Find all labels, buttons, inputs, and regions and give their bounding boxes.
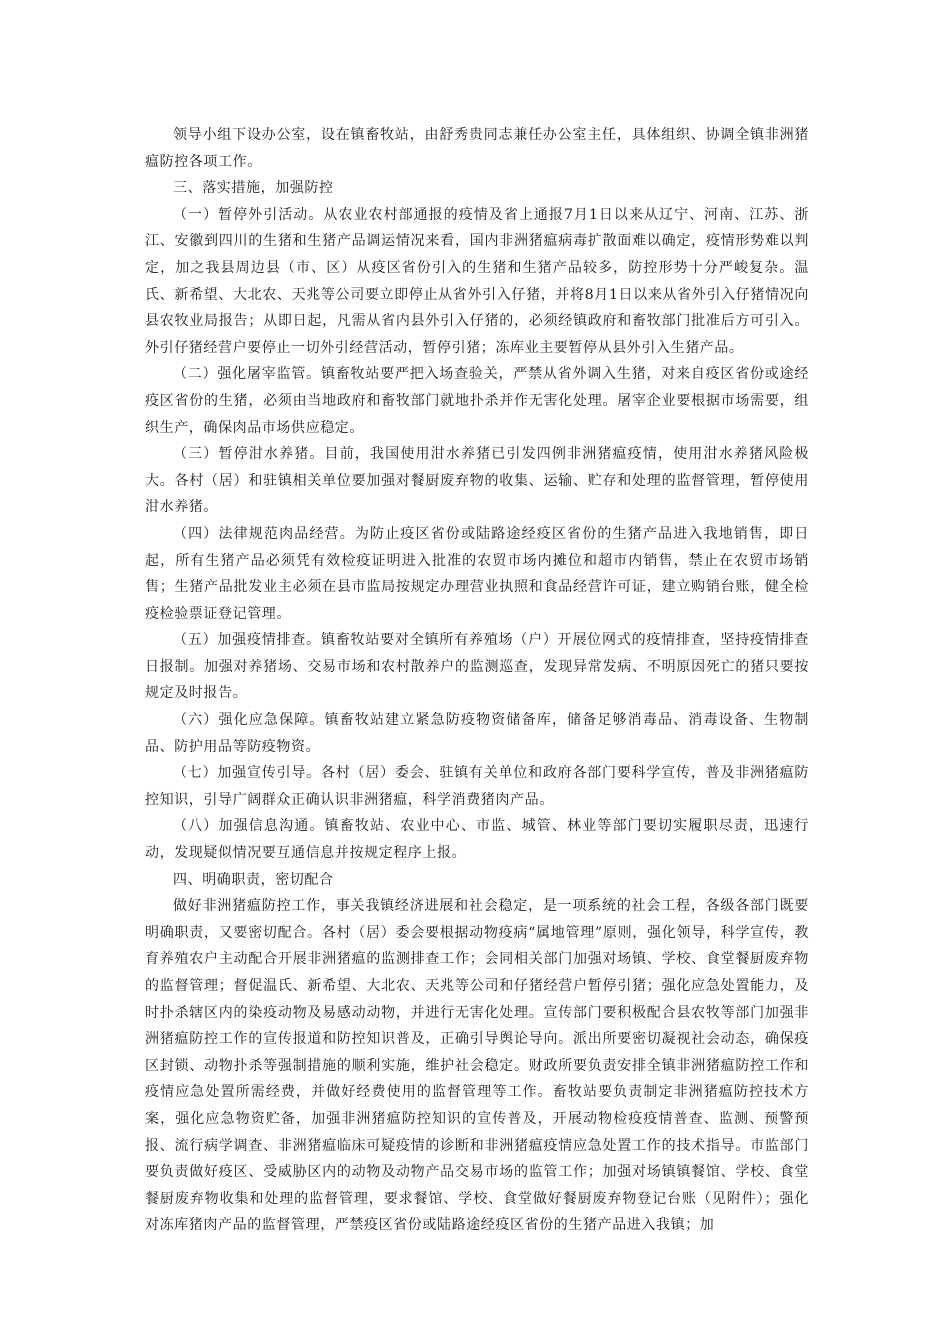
paragraph-item-8: （八）加强信息沟通。镇畜牧站、农业中心、市监、城管、林业等部门要切实履职尽责，迅速行动，发现疑似情况要互通信息并按规定程序上报。 <box>145 818 809 862</box>
paragraph-item-1: （一）暂停外引活动。从农业农村部通报的疫情及省上通报7月1日以来从辽宁、河南、江苏、浙江、安徽到四川的生猪和生猪产品调运情况来看，国内非洲猪瘟病毒扩散面难以确定，疫情形势难以判定，加之我县周边县（市、区）从疫区省份引入的生猪和生猪产品较多，防控形势十分严峻复杂。温氏、新希望、大北农、天兆等公司要立即停止从省外引入仔猪，并将8月1日以来从省外引入仔猪情况向县农牧业局报告；从即日起，凡需从省内县外引入仔猪的，必须经镇政府和畜牧部门批准后方可引入。外引仔猪经营户要停止一切外引经营活动，暂停引猪；冻库业主要暂停从县外引入生猪产品。 <box>145 206 809 356</box>
paragraph-item-7: （七）加强宣传引导。各村（居）委会、驻镇有关单位和政府各部门要科学宣传，普及非洲猪瘟防控知识，引导广阔群众正确认识非洲猪瘟，科学消费猪肉产品。 <box>145 765 809 808</box>
paragraph-item-6: （六）强化应急保障。镇畜牧站建立紧急防疫物资储备库，储备足够消毒品、消毒设备、生物制品、防护用品等防疫物资。 <box>145 712 809 755</box>
paragraph-item-4: （四）法律规范肉品经营。为防止疫区省份或陆路途经疫区省份的生猪产品进入我地销售，即日起，所有生猪产品必须凭有效检疫证明进入批准的农贸市场内摊位和超市内销售，禁止在农贸市场销售；生猪产品批发业主必须在县市监局按规定办理营业执照和食品经营许可证，建立购销台账，健全检疫检验票证登记管理。 <box>145 525 809 622</box>
paragraph-item-5: （五）加强疫情排查。镇畜牧站要对全镇所有养殖场（户）开展位网式的疫情排查，坚持疫情排查日报制。加强对养猪场、交易市场和农村散养户的监测巡查，发现异常发病、不明原因死亡的猪只要按规定及时报告。 <box>145 632 809 702</box>
section-heading-measures: 三、落实措施，加强防控 <box>173 180 334 197</box>
paragraph-item-3: （三）暂停泔水养猪。目前，我国使用泔水养猪已引发四例非洲猪瘟疫情，使用泔水养猪风险极大。各村（居）和驻镇相关单位要加强对餐厨废弃物的收集、运输、贮存和处理的监督管理，暂停使用泔水养猪。 <box>145 446 809 516</box>
paragraph-office: 领导小组下设办公室，设在镇畜牧站，由舒秀贵同志兼任办公室主任，具体组织、协调全镇非洲猪瘟防控各项工作。 <box>145 127 809 170</box>
paragraph-item-2: （二）强化屠宰监管。镇畜牧站要严把入场查验关，严禁从省外调入生猪，对来自疫区省份或途经疫区省份的生猪，必须由当地政府和畜牧部门就地扑杀并作无害化处理。屠宰企业要根据市场需要，组织生产，确保肉品市场供应稳定。 <box>145 366 809 436</box>
document-body <box>145 122 809 1239</box>
paragraph-duties: 做好非洲猪瘟防控工作，事关我镇经济进展和社会稳定，是一项系统的社会工程，各级各部门既要明确职责，又要密切配合。各村（居）委会要根据动物疫病“属地管理”原则，强化领导，科学宣传，教育养殖农户主动配合开展非洲猪瘟的监测排查工作；会同相关部门加强对场镇、学校、食堂餐厨废弃物的监督管理；督促温氏、新希望、大北农、天兆等公司和仔猪经营户暂停引猪；强化应急处置能力，及时扑杀辖区内的染疫动物及易感动动物，并进行无害化处理。宣传部门要积极配合县农牧等部门加强非洲猪瘟防控工作的宣传报道和防控知识普及，正确引导舆论导向。派出所要密切凝视社会动态，确保疫区封锁、动物扑杀等强制措施的顺利实施，维护社会稳定。财政所要负责安排全镇非洲猪瘟防控工作和疫情应急处置所需经费，并做好经费使用的监督管理等工作。畜牧站要负责制定非洲猪瘟防控技术方案，强化应急物资贮备，加强非洲猪瘟防控知识的宣传普及，开展动物检疫疫情普查、监测、预警预报、流行病学调查、非洲猪瘟临床可疑疫情的诊断和非洲猪瘟疫情应急处置工作的技术指导。市监部门要负责做好疫区、受威胁区内的动物及动物产品交易市场的监管工作；加强对场镇镇餐馆、学校、食堂餐厨废弃物收集和处理的监督管理，要求餐馆、学校、食堂做好餐厨废弃物登记台账（见附件）；强化对冻库猪肉产品的监督管理，严禁疫区省份或陆路途经疫区省份的生猪产品进入我镇；加 <box>145 898 809 1234</box>
section-heading-duties: 四、明确职责，密切配合 <box>173 871 334 888</box>
